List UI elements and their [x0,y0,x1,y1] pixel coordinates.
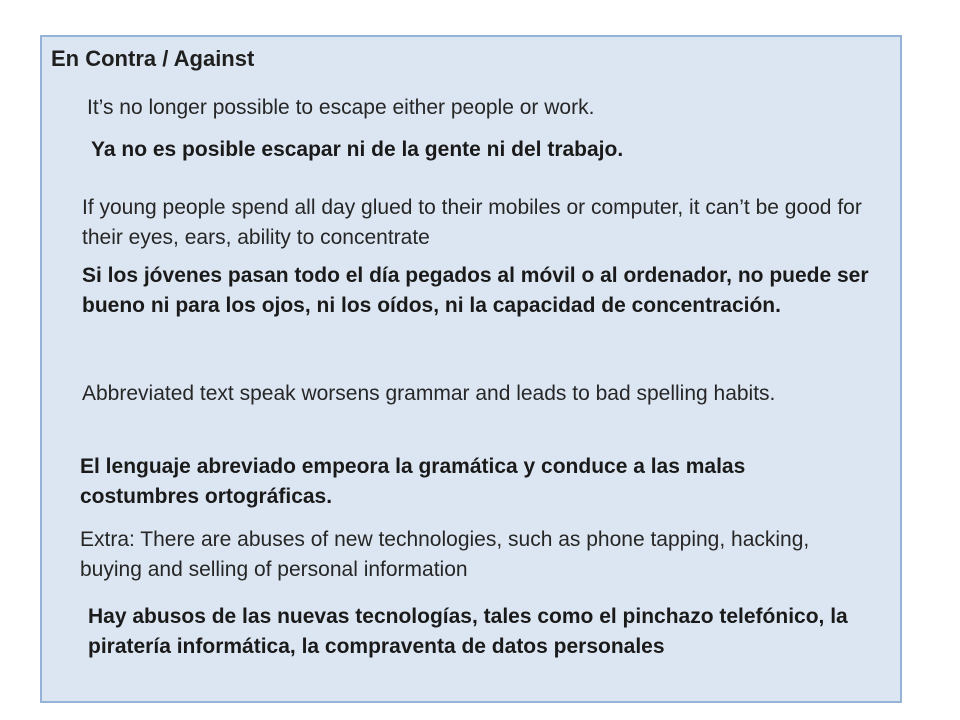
slide-heading: En Contra / Against [51,46,255,71]
point-1-english: It’s no longer possible to escape either people or work. [87,96,595,119]
point-2-english: If young people spend all day glued to their mobiles or computer, it can’t be good for their eyes, ears, ability to concentrate [82,196,862,249]
point-2-spanish: Si los jóvenes pasan todo el día pegados al móvil o al ordenador, no puede ser bueno ni para los ojos, ni los oídos, ni la capacidad de concentración. [82,264,869,317]
point-1-spanish: Ya no es posible escapar ni de la gente ni del trabajo. [91,138,624,161]
point-4-spanish: Hay abusos de las nuevas tecnologías, tales como el pinchazo telefónico, la piratería informática, la compraventa de datos personales [88,605,848,658]
content-panel [40,35,902,703]
point-3-english: Abbreviated text speak worsens grammar and leads to bad spelling habits. [82,382,776,405]
point-3-spanish: El lenguaje abreviado empeora la gramática y conduce a las malas costumbres ortográficas. [80,455,746,508]
point-4-english: Extra: There are abuses of new technologies, such as phone tapping, hacking, buying and selling of personal information [80,528,810,581]
